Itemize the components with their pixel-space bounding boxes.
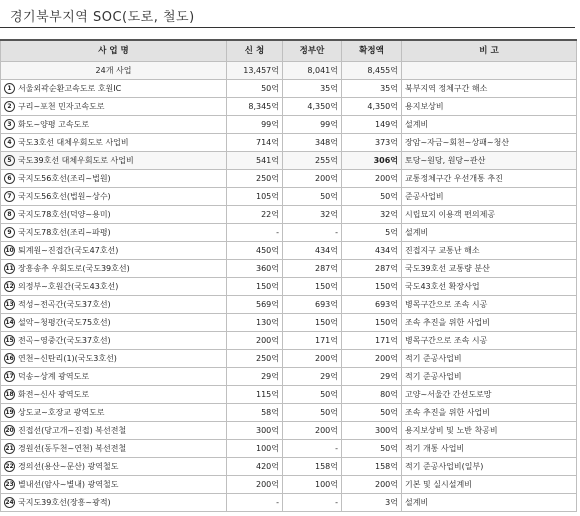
request-amount: 50억 xyxy=(227,80,283,98)
project-name-cell xyxy=(1,404,227,422)
row-number-badge: 19 xyxy=(5,409,14,416)
gov-amount: 99억 xyxy=(283,116,342,134)
row-number-badge: 24 xyxy=(5,499,14,506)
gov-amount: 348억 xyxy=(283,134,342,152)
row-number-badge: 8 xyxy=(4,209,15,220)
gov-amount: 200억 xyxy=(283,422,342,440)
final-amount: 32억 xyxy=(342,206,402,224)
gov-amount: - xyxy=(283,494,342,512)
request-amount: - xyxy=(227,494,283,512)
remark: 기본 및 실시설계비 xyxy=(402,476,577,494)
project-name-cell xyxy=(1,260,227,278)
table-row xyxy=(1,404,577,422)
project-name: 화도~양평 고속도로 xyxy=(18,120,90,129)
project-name-cell xyxy=(1,494,227,512)
gov-amount: 693억 xyxy=(283,296,342,314)
gov-amount: 171억 xyxy=(283,332,342,350)
gov-amount: 100억 xyxy=(283,476,342,494)
row-number-badge: 16 xyxy=(5,355,14,362)
table-row xyxy=(1,170,577,188)
final-amount: 300억 xyxy=(342,422,402,440)
final-amount: 149억 xyxy=(342,116,402,134)
remark: 적기 개통 사업비 xyxy=(402,440,577,458)
remark: 적기 준공사업비(일부) xyxy=(402,458,577,476)
table-row xyxy=(1,80,577,98)
request-amount: - xyxy=(227,224,283,242)
gov-amount: 4,350억 xyxy=(283,98,342,116)
project-name-cell xyxy=(1,440,227,458)
project-name: 국지도78호선(조리~파평) xyxy=(18,228,111,237)
project-name-cell xyxy=(1,80,227,98)
remark: 북부지역 정체구간 해소 xyxy=(402,80,577,98)
gov-amount: 287억 xyxy=(283,260,342,278)
request-amount: 569억 xyxy=(227,296,283,314)
project-name-cell xyxy=(1,314,227,332)
row-number-badge: 18 xyxy=(5,391,14,398)
project-name: 전곡~영중간(국도37호선) xyxy=(18,336,111,345)
final-amount: 200억 xyxy=(342,170,402,188)
gov-amount: 50억 xyxy=(283,404,342,422)
request-amount: 420억 xyxy=(227,458,283,476)
final-amount: 200억 xyxy=(342,476,402,494)
project-name-cell xyxy=(1,476,227,494)
gov-amount: - xyxy=(283,224,342,242)
remark: 용지보상비 및 노반 착공비 xyxy=(402,422,577,440)
project-name-cell xyxy=(1,332,227,350)
remark: 시립묘지 이용객 편의제공 xyxy=(402,206,577,224)
final-amount: 287억 xyxy=(342,260,402,278)
table-row xyxy=(1,98,577,116)
project-name: 적성~전곡간(국도37호선) xyxy=(18,300,111,309)
row-number-badge: 13 xyxy=(5,301,14,308)
request-amount: 8,345억 xyxy=(227,98,283,116)
final-amount: 80억 xyxy=(342,386,402,404)
request-amount: 200억 xyxy=(227,332,283,350)
project-name: 경원선(동두천~연천) 복선전철 xyxy=(18,444,127,453)
remark: 장암~자금~회천~상패~청산 xyxy=(402,134,577,152)
page-title: 경기북부지역 SOC(도로, 철도) xyxy=(10,10,195,25)
final-amount: 35억 xyxy=(342,80,402,98)
project-name: 장흥송추 우회도로(국도39호선) xyxy=(18,264,130,273)
gov-amount: 35억 xyxy=(283,80,342,98)
total-final: 8,455억 xyxy=(342,62,402,80)
final-amount: 5억 xyxy=(342,224,402,242)
final-amount: 150억 xyxy=(342,278,402,296)
final-amount: 50억 xyxy=(342,188,402,206)
project-name: 국지도78호선(덕양~용미) xyxy=(18,210,111,219)
project-name-cell xyxy=(1,368,227,386)
remark: 토당~원당, 원당~관산 xyxy=(402,152,577,170)
request-amount: 115억 xyxy=(227,386,283,404)
remark: 병목구간으로 조속 시공 xyxy=(402,296,577,314)
project-name: 퇴계원~진접간(국도47호선) xyxy=(18,246,119,255)
project-name: 경의선(용산~문산) 광역철도 xyxy=(18,462,119,471)
request-amount: 541억 xyxy=(227,152,283,170)
request-amount: 22억 xyxy=(227,206,283,224)
request-amount: 200억 xyxy=(227,476,283,494)
remark: 적기 준공사업비 xyxy=(402,350,577,368)
gov-amount: 150억 xyxy=(283,278,342,296)
final-amount: 150억 xyxy=(342,314,402,332)
remark: 병목구간으로 조속 시공 xyxy=(402,332,577,350)
gov-amount: 158억 xyxy=(283,458,342,476)
row-number-badge: 20 xyxy=(5,427,14,434)
gov-amount: 434억 xyxy=(283,242,342,260)
project-name: 의정부~호원간(국도43호선) xyxy=(18,282,119,291)
request-amount: 450억 xyxy=(227,242,283,260)
request-amount: 58억 xyxy=(227,404,283,422)
project-name-cell xyxy=(1,296,227,314)
gov-amount: 32억 xyxy=(283,206,342,224)
remark: 적기 준공사업비 xyxy=(402,368,577,386)
table-row xyxy=(1,260,577,278)
row-number-badge: 5 xyxy=(4,155,15,166)
project-name-cell xyxy=(1,386,227,404)
table-row xyxy=(1,350,577,368)
row-number-badge: 12 xyxy=(5,283,14,290)
gov-amount: 200억 xyxy=(283,350,342,368)
gov-amount: 50억 xyxy=(283,386,342,404)
table-row xyxy=(1,458,577,476)
remark: 국도43호선 확장사업 xyxy=(402,278,577,296)
final-amount: 200억 xyxy=(342,350,402,368)
table-row xyxy=(1,242,577,260)
request-amount: 250억 xyxy=(227,350,283,368)
request-amount: 150억 xyxy=(227,278,283,296)
total-gov: 8,041억 xyxy=(283,62,342,80)
project-name: 덕송~상계 광역도로 xyxy=(18,372,90,381)
table-row xyxy=(1,476,577,494)
request-amount: 130억 xyxy=(227,314,283,332)
project-name-cell xyxy=(1,278,227,296)
request-amount: 99억 xyxy=(227,116,283,134)
project-name-cell xyxy=(1,116,227,134)
remark: 용지보상비 xyxy=(402,98,577,116)
project-name: 국도3호선 대체우회도로 사업비 xyxy=(18,138,129,147)
remark: 진접지구 교통난 해소 xyxy=(402,242,577,260)
project-name-cell xyxy=(1,206,227,224)
row-number-badge: 11 xyxy=(5,265,14,272)
row-number-badge: 3 xyxy=(4,119,15,130)
project-name-cell xyxy=(1,188,227,206)
gov-amount: 200억 xyxy=(283,170,342,188)
table-row xyxy=(1,116,577,134)
gov-amount: - xyxy=(283,440,342,458)
request-amount: 714억 xyxy=(227,134,283,152)
table-row xyxy=(1,422,577,440)
col-header-final: 확정액 xyxy=(342,40,402,62)
project-name: 화전~신사 광역도로 xyxy=(18,390,90,399)
project-name: 서울외곽순환고속도로 호원IC xyxy=(18,84,122,93)
final-amount: 171억 xyxy=(342,332,402,350)
table-row xyxy=(1,368,577,386)
final-amount: 373억 xyxy=(342,134,402,152)
gov-amount: 150억 xyxy=(283,314,342,332)
project-name: 별내선(암사~별내) 광역철도 xyxy=(18,480,119,489)
request-amount: 360억 xyxy=(227,260,283,278)
row-number-badge: 10 xyxy=(5,247,14,254)
remark: 조속 추진을 위한 사업비 xyxy=(402,404,577,422)
title-underline xyxy=(0,27,575,28)
project-name-cell xyxy=(1,458,227,476)
col-header-name: 사 업 명 xyxy=(1,40,227,62)
project-name: 설악~청평간(국도75호선) xyxy=(18,318,111,327)
table-row xyxy=(1,206,577,224)
table-row xyxy=(1,224,577,242)
remark: 교통정체구간 우선개통 추진 xyxy=(402,170,577,188)
remark: 준공사업비 xyxy=(402,188,577,206)
table-row xyxy=(1,386,577,404)
project-name-cell xyxy=(1,134,227,152)
project-name-cell xyxy=(1,422,227,440)
row-number-badge: 4 xyxy=(4,137,15,148)
project-name-cell xyxy=(1,224,227,242)
col-header-note: 비 고 xyxy=(402,40,577,62)
final-amount: 50억 xyxy=(342,404,402,422)
project-name-cell xyxy=(1,350,227,368)
row-number-badge: 14 xyxy=(5,319,14,326)
table-header-row xyxy=(1,40,577,62)
row-number-badge: 7 xyxy=(4,191,15,202)
request-amount: 100억 xyxy=(227,440,283,458)
request-amount: 250억 xyxy=(227,170,283,188)
final-amount: 306억 xyxy=(342,152,402,170)
final-amount: 50억 xyxy=(342,440,402,458)
table-row xyxy=(1,440,577,458)
remark: 설계비 xyxy=(402,494,577,512)
final-amount: 693억 xyxy=(342,296,402,314)
row-number-badge: 9 xyxy=(4,227,15,238)
remark: 조속 추진을 위한 사업비 xyxy=(402,314,577,332)
table-row xyxy=(1,188,577,206)
gov-amount: 255억 xyxy=(283,152,342,170)
final-amount: 29억 xyxy=(342,368,402,386)
total-request: 13,457억 xyxy=(227,62,283,80)
table-row xyxy=(1,134,577,152)
table-row xyxy=(1,152,577,170)
budget-table xyxy=(0,39,577,512)
gov-amount: 29억 xyxy=(283,368,342,386)
row-number-badge: 22 xyxy=(5,463,14,470)
row-number-badge: 23 xyxy=(5,481,14,488)
final-amount: 3억 xyxy=(342,494,402,512)
project-name: 진접선(당고개~진접) 복선전철 xyxy=(18,426,127,435)
project-name: 연천~신탄리(1)(국도3호선) xyxy=(18,354,117,363)
project-name-cell xyxy=(1,242,227,260)
total-name: 24개 사업 xyxy=(1,62,227,80)
request-amount: 105억 xyxy=(227,188,283,206)
table-row xyxy=(1,278,577,296)
final-amount: 158억 xyxy=(342,458,402,476)
row-number-badge: 1 xyxy=(4,83,15,94)
table-row xyxy=(1,296,577,314)
col-header-gov: 정부안 xyxy=(283,40,342,62)
remark: 국도39호선 교통량 분산 xyxy=(402,260,577,278)
project-name-cell xyxy=(1,152,227,170)
project-name-cell xyxy=(1,98,227,116)
row-number-badge: 17 xyxy=(5,373,14,380)
request-amount: 300억 xyxy=(227,422,283,440)
total-note xyxy=(402,62,577,80)
col-header-request: 신 청 xyxy=(227,40,283,62)
project-name: 국지도56호선(조리~법원) xyxy=(18,174,111,183)
row-number-badge: 6 xyxy=(4,173,15,184)
project-name: 국도39호선 대체우회도로 사업비 xyxy=(18,156,134,165)
gov-amount: 50억 xyxy=(283,188,342,206)
remark: 설계비 xyxy=(402,116,577,134)
project-name: 국지도56호선(법원~상수) xyxy=(18,192,111,201)
project-name: 국지도39호선(장흥~광적) xyxy=(18,498,111,507)
table-row xyxy=(1,314,577,332)
project-name-cell xyxy=(1,170,227,188)
table-row xyxy=(1,494,577,512)
row-number-badge: 15 xyxy=(5,337,14,344)
final-amount: 434억 xyxy=(342,242,402,260)
project-name: 구리~포천 민자고속도로 xyxy=(18,102,105,111)
request-amount: 29억 xyxy=(227,368,283,386)
project-name: 상도교~호장교 광역도로 xyxy=(18,408,105,417)
row-number-badge: 21 xyxy=(5,445,14,452)
remark: 고양~서울간 간선도로망 xyxy=(402,386,577,404)
table-row xyxy=(1,332,577,350)
row-number-badge: 2 xyxy=(4,101,15,112)
total-row xyxy=(1,62,577,80)
final-amount: 4,350억 xyxy=(342,98,402,116)
remark: 설계비 xyxy=(402,224,577,242)
